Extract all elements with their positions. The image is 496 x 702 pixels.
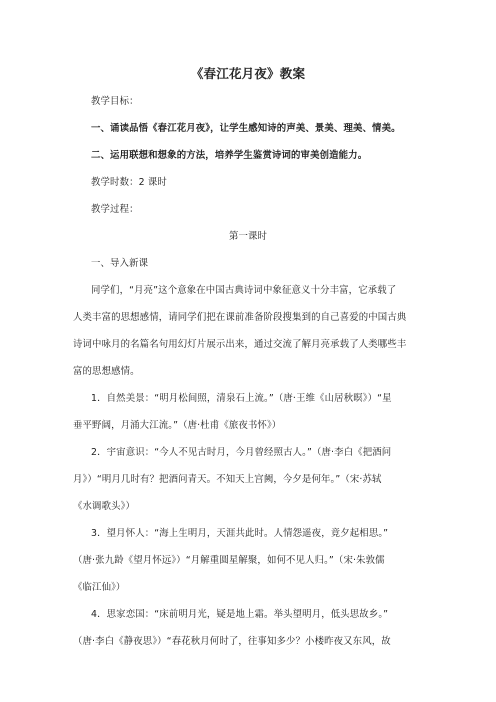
- teaching-hours: 教学时数：2 课时: [91, 177, 167, 188]
- item-1-line: 垂平野阔，月涌大江流。”（唐·杜甫《旅夜书怀》）: [73, 420, 282, 431]
- item-2-line: 2．宇宙意识：“今人不见古时月，今月曾经照古人。”（唐·李白《把酒问: [91, 447, 392, 458]
- goal-1: 一、诵读品悟《春江花月夜》，让学生感知诗的声美、景美、理美、情美。: [91, 123, 401, 134]
- intro-line: 人类丰富的思想感情，请同学们把在课前准备阶段搜集到的自己喜爱的中国古典: [73, 312, 407, 323]
- goals-heading: 教学目标：: [91, 96, 139, 107]
- intro-line: 同学们，“月亮”这个意象在中国古典诗词中象征意义十分丰富，它承载了: [91, 285, 397, 296]
- document-title: 《春江花月夜》教案: [190, 66, 306, 81]
- item-4-line: 4．思家恋国：“床前明月光，疑是地上霜。举头望明月，低头思故乡。”: [91, 609, 389, 620]
- intro-line: 富的思想感情。: [73, 366, 140, 377]
- section-1-heading: 一、导入新课: [91, 258, 149, 269]
- process-heading: 教学过程：: [91, 204, 139, 215]
- item-3-line: 《临江仙》）: [73, 582, 126, 593]
- session-title: 第一课时: [228, 231, 268, 242]
- item-4-line: （唐·李白《静夜思》）“春花秋月何时了，往事知多少？小楼昨夜又东风，故: [73, 636, 391, 647]
- intro-line: 诗词中咏月的名篇名句用幻灯片展示出来，通过交流了解月亮承载了人类哪些丰: [73, 339, 407, 350]
- item-3-line: 3．望月怀人：“海上生明月，天涯共此时。人情怨遥夜，竟夕起相思。”: [91, 528, 389, 539]
- item-2-line: 《水调歌头》）: [73, 501, 135, 512]
- goal-2: 二、运用联想和想象的方法，培养学生鉴赏诗词的审美创造能力。: [91, 150, 368, 161]
- item-1-line: 1．自然美景：“明月松间照，清泉石上流。”（唐·王维《山居秋暝》）“星: [91, 393, 392, 404]
- item-2-line: 月》）“明月几时有？把酒问青天。不知天上宫阙，今夕是何年。”（宋·苏轼: [73, 474, 382, 485]
- item-3-line: （唐·张九龄《望月怀远》）“月解重圆星解聚，如何不见人归。”（宋·朱敦儒: [73, 555, 385, 566]
